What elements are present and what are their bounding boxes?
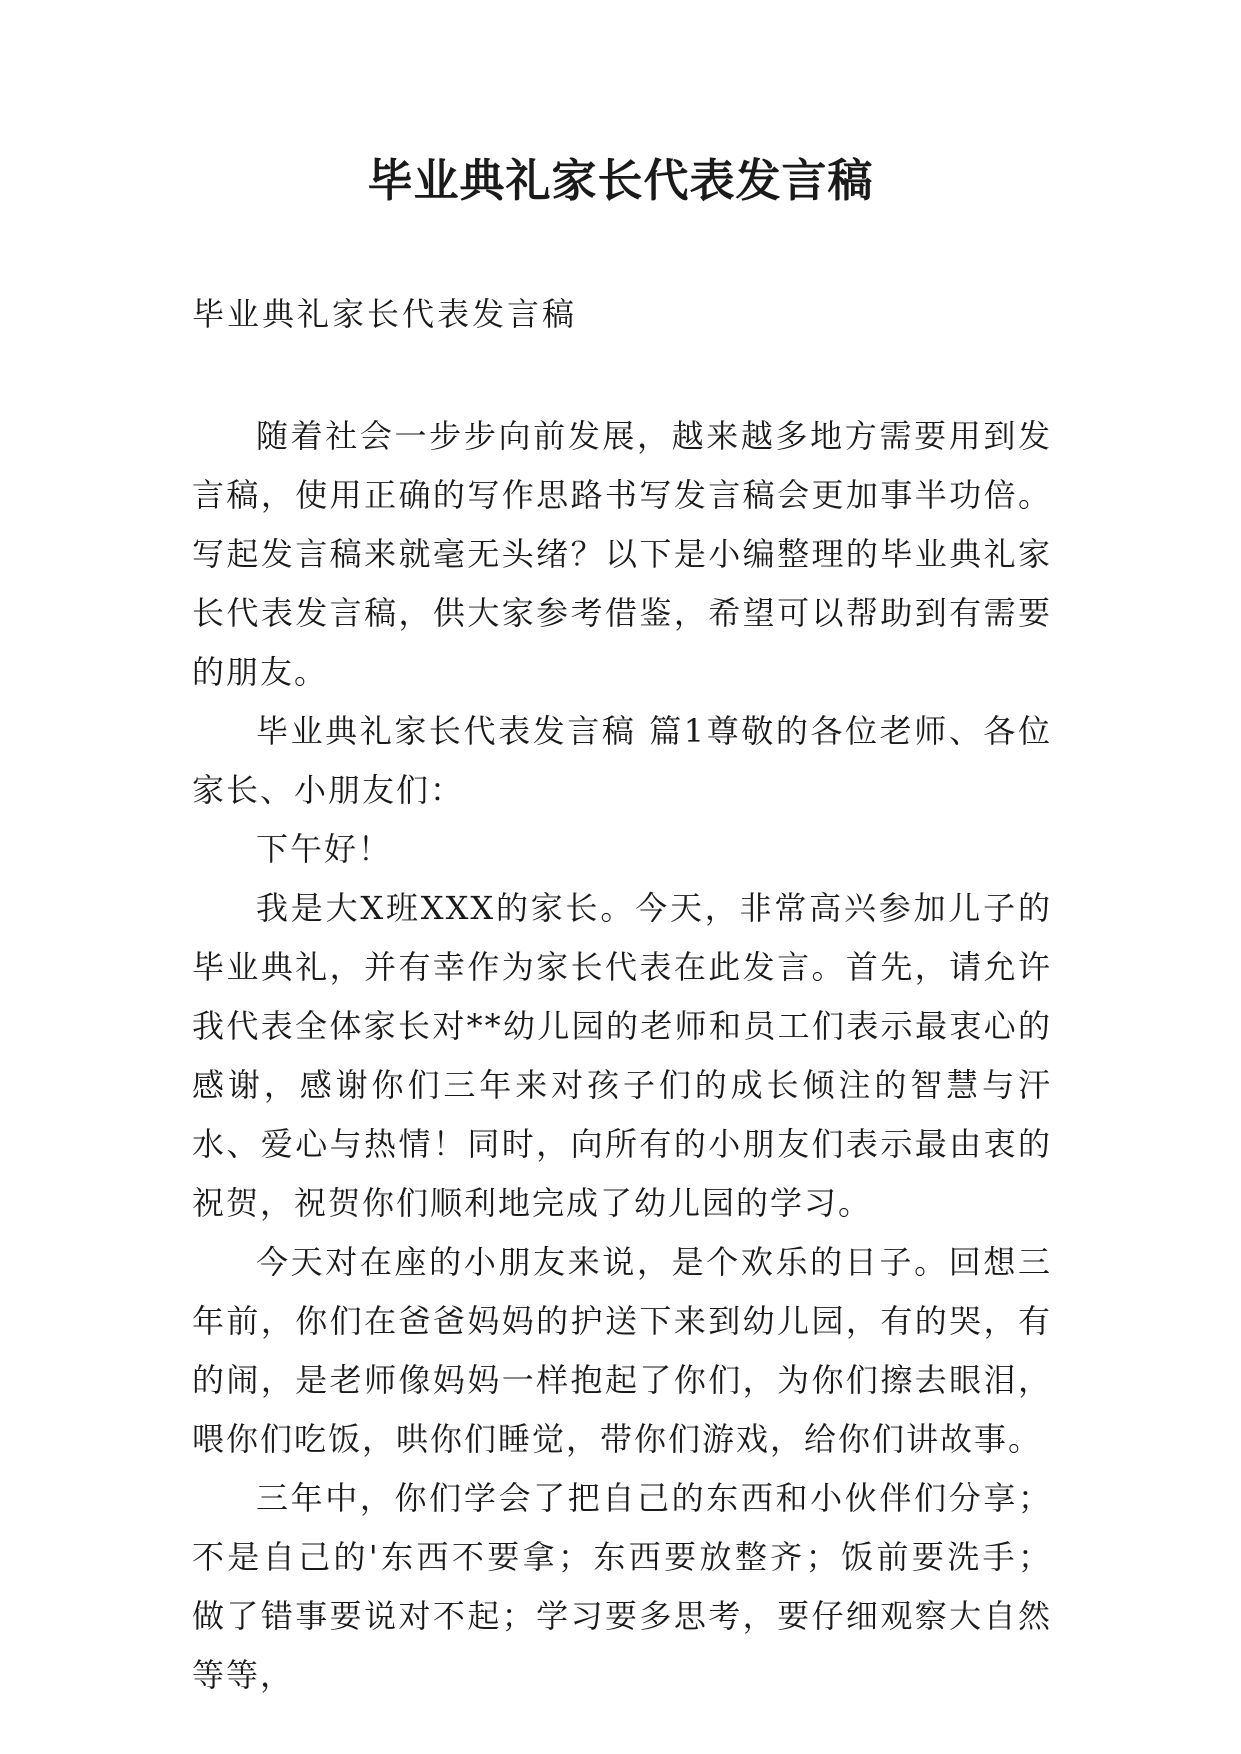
document-subtitle: 毕业典礼家长代表发言稿 bbox=[192, 295, 578, 333]
paragraph-intro: 随着社会一步步向前发展，越来越多地方需要用到发言稿，使用正确的写作思路书写发言稿会更加事半功倍。写起发言稿来就毫无头绪？以下是小编整理的毕业典礼家长代表发言稿，供大家参考借鉴，希望可以帮助到有需要的朋友。 bbox=[192, 417, 1052, 691]
paragraph-learnings: 三年中，你们学会了把自己的东西和小伙伴们分享；不是自己的'东西不要拿；东西要放整齐；饭前要洗手；做了错事要说对不起；学习要多思考，要仔细观察大自然等等， bbox=[192, 1479, 1052, 1694]
document-title: 毕业典礼家长代表发言稿 bbox=[367, 154, 874, 207]
paragraph-thanks: 我是大X班XXX的家长。今天，非常高兴参加儿子的毕业典礼，并有幸作为家长代表在此发言。首先，请允许我代表全体家长对**幼儿园的老师和员工们表示最衷心的感谢，感谢你们三年来对孩子们的成长倾注的智慧与汗水、爱心与热情！同时，向所有的小朋友们表示最由衷的祝贺，祝贺你们顺利地完成了幼儿园的学习。 bbox=[192, 889, 1052, 1222]
paragraph-memories: 今天对在座的小朋友来说，是个欢乐的日子。回想三年前，你们在爸爸妈妈的护送下来到幼儿园，有的哭，有的闹，是老师像妈妈一样抱起了你们，为你们擦去眼泪，喂你们吃饭，哄你们睡觉，带你们游戏，给你们讲故事。 bbox=[192, 1243, 1052, 1458]
paragraph-salutation: 毕业典礼家长代表发言稿 篇1尊敬的各位老师、各位家长、小朋友们： bbox=[192, 712, 1052, 809]
document-body bbox=[192, 407, 1052, 1705]
paragraph-greeting: 下午好！ bbox=[256, 830, 393, 868]
